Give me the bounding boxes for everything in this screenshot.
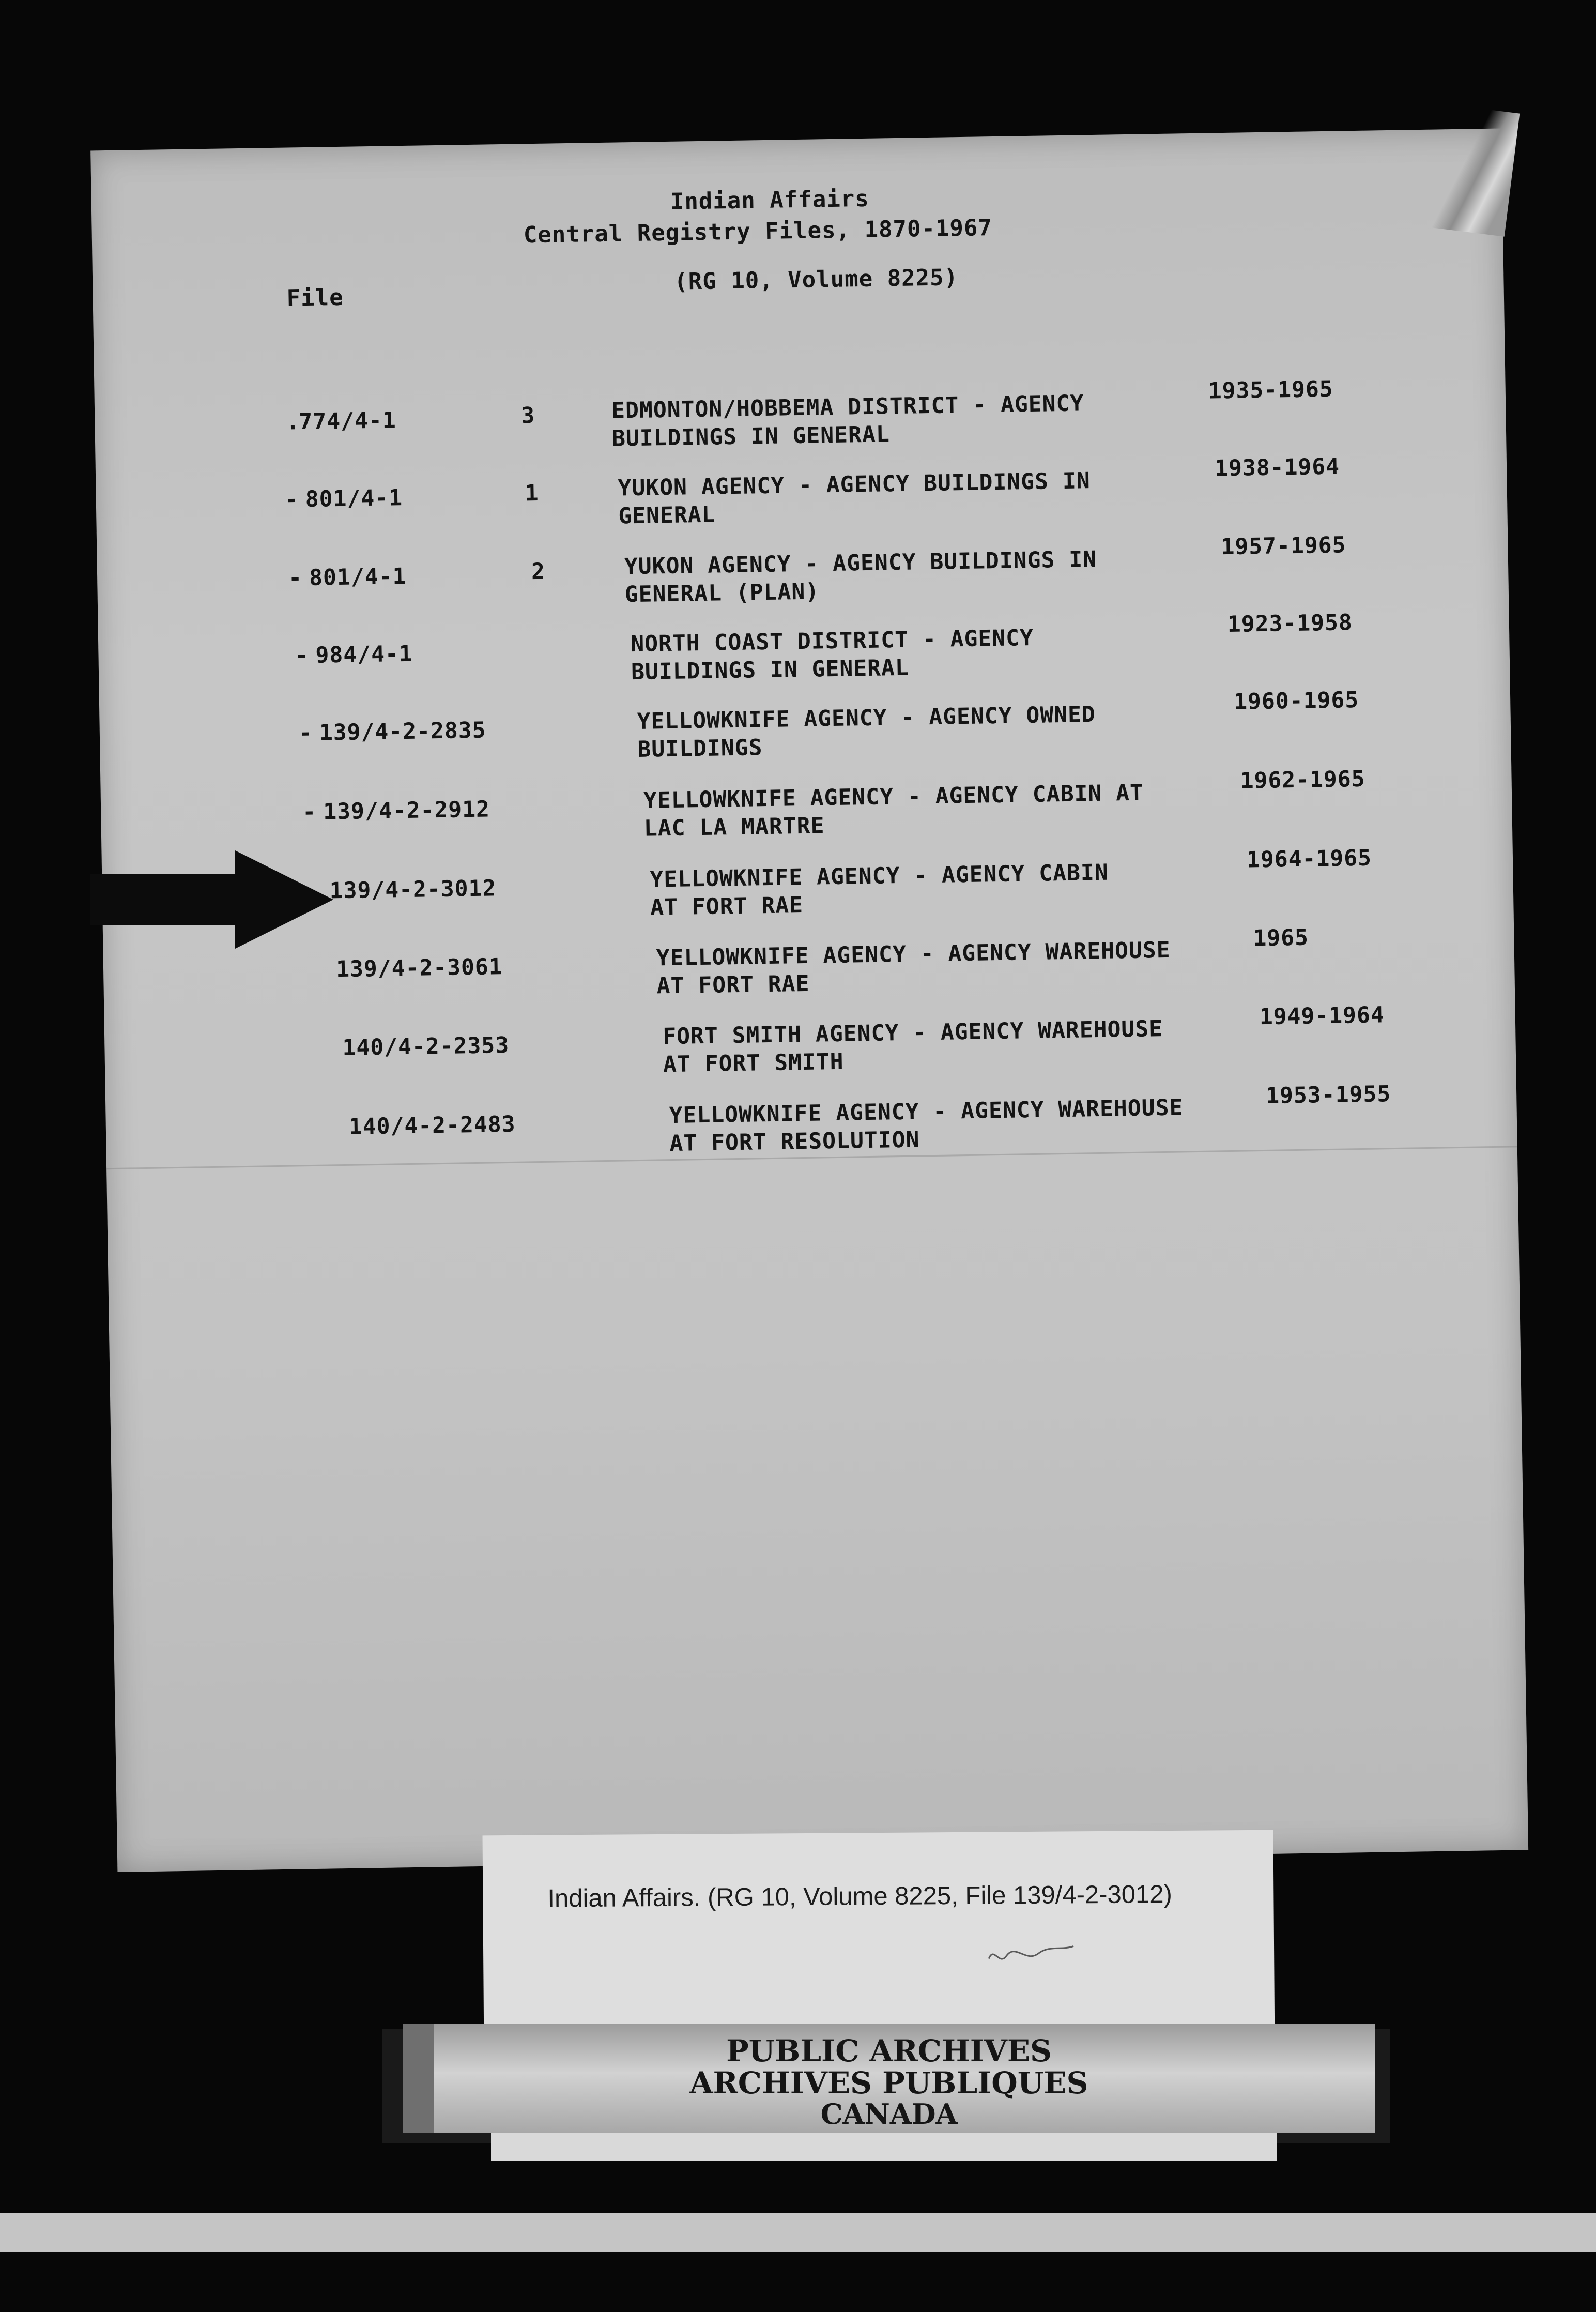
file-number: 774/4-1 [299,407,397,435]
arrow-right-icon [90,850,333,949]
film-edge [0,2213,1596,2252]
file-dates: 1964-1965 [1246,845,1372,873]
file-title-line1: YUKON AGENCY - AGENCY BUILDINGS IN [624,546,1097,580]
typed-document-sheet [90,129,1528,1872]
file-number: 139/4-2-3061 [335,954,503,983]
file-title-line2: AT FORT RAE [656,970,810,999]
file-dates: 1953-1955 [1265,1081,1391,1109]
header-title: Indian Affairs [670,185,870,215]
file-part: 1 [525,480,539,507]
entry-mark: - [284,486,299,513]
header-subtitle: Central Registry Files, 1870-1967 [523,215,993,249]
header-volume: (RG 10, Volume 8225) [673,264,959,295]
file-dates: 1938-1964 [1214,453,1340,482]
file-title-line1: YUKON AGENCY - AGENCY BUILDINGS IN [618,468,1091,501]
archives-label-strip [403,2024,1375,2133]
file-dates: 1962-1965 [1240,766,1365,794]
file-title-line2: AT FORT SMITH [663,1048,844,1078]
file-title-line2: AT FORT RAE [650,892,804,921]
file-number: 139/4-2-3012 [329,875,497,904]
file-number: 801/4-1 [305,485,403,512]
file-dates: 1949-1964 [1259,1002,1385,1030]
file-title-line2: BUILDINGS IN GENERAL [611,421,891,452]
entry-mark: . [286,409,300,435]
entry-mark: - [295,642,309,669]
file-dates: 1957-1965 [1221,532,1346,560]
file-number: 140/4-2-2353 [342,1032,510,1061]
file-title-line1: NORTH COAST DISTRICT - AGENCY [630,625,1034,658]
file-title-line2: BUILDINGS IN GENERAL [631,655,910,686]
file-title-line1: FORT SMITH AGENCY - AGENCY WAREHOUSE [662,1016,1163,1050]
pencil-mark [985,1935,1078,1971]
file-title-line2: AT FORT RESOLUTION [669,1127,920,1157]
file-title-line1: YELLOWKNIFE AGENCY - AGENCY OWNED [637,702,1096,735]
stamp-line-3: CANADA [820,2097,958,2131]
entry-mark: - [302,799,317,826]
file-title-line1: YELLOWKNIFE AGENCY - AGENCY WAREHOUSE [669,1094,1184,1129]
file-dates: 1923-1958 [1227,610,1353,637]
entry-mark: - [288,565,303,591]
file-title-line2: BUILDINGS [637,735,763,763]
caption-text: Indian Affairs. (RG 10, Volume 8225, File 139/4-2-3012) [547,1880,1173,1913]
stamp-line-1: PUBLIC ARCHIVES [726,2033,1052,2068]
file-title-line2: LAC LA MARTRE [643,813,825,842]
file-part: 2 [531,558,546,585]
file-number: 984/4-1 [315,641,413,668]
file-title-line1: YELLOWKNIFE AGENCY - AGENCY CABIN [650,859,1109,893]
stamp-line-2: ARCHIVES PUBLIQUES [689,2065,1088,2101]
page-curl [1428,104,1520,237]
file-number: 139/4-2-2835 [319,717,486,746]
file-title-line1: YELLOWKNIFE AGENCY - AGENCY WAREHOUSE [656,937,1171,971]
entry-mark: - [298,720,313,747]
file-title-line2: GENERAL [618,501,716,529]
file-title-line2: GENERAL (PLAN) [624,579,820,608]
file-number: 140/4-2-2483 [348,1111,516,1140]
file-dates: 1935-1965 [1208,376,1334,404]
file-part: 3 [520,402,535,429]
file-number: 139/4-2-2912 [323,796,490,825]
file-number: 801/4-1 [309,563,407,591]
file-dates: 1965 [1252,924,1309,952]
file-dates: 1960-1965 [1233,687,1359,715]
column-header-file: File [286,284,344,312]
file-title-line1: EDMONTON/HOBBEMA DISTRICT - AGENCY [611,390,1084,424]
file-title-line1: YELLOWKNIFE AGENCY - AGENCY CABIN AT [643,780,1144,814]
label-underlay [491,2133,1277,2161]
